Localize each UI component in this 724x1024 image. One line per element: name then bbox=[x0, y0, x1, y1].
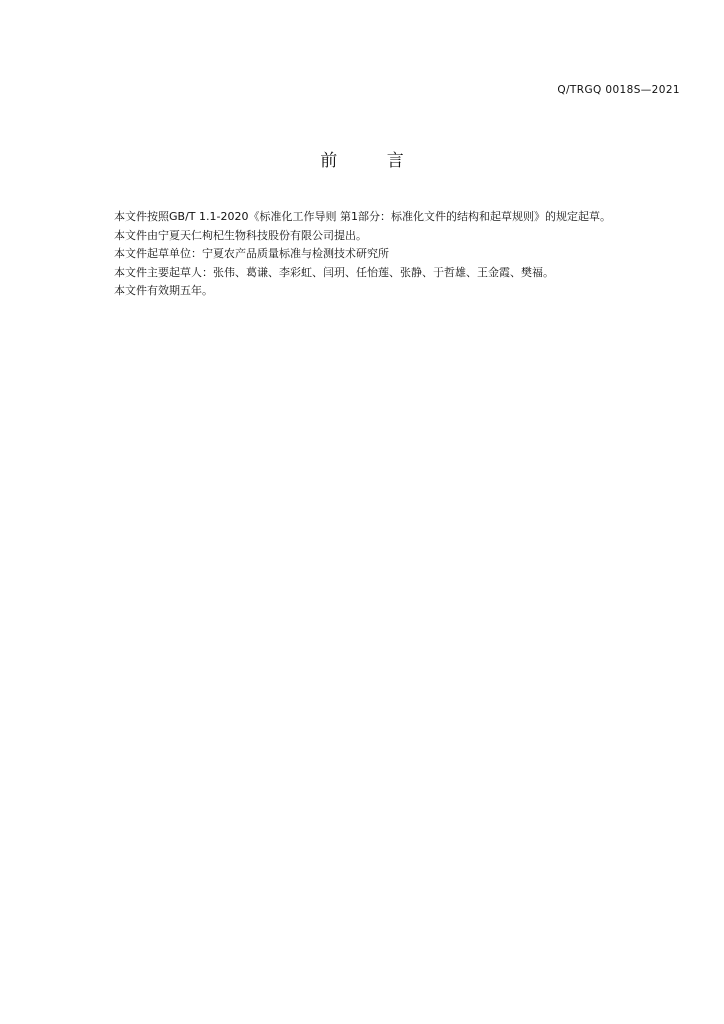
document-code: Q/TRGQ 0018S—2021 bbox=[557, 84, 680, 96]
paragraph-validity: 本文件有效期五年。 bbox=[114, 284, 213, 297]
section-title: 前 言 bbox=[320, 151, 426, 171]
paragraph-drafting-unit: 本文件起草单位：宁夏农产品质量标准与检测技术研究所 bbox=[114, 247, 389, 260]
paragraph-drafting-standard: 本文件按照GB/T 1.1-2020《标准化工作导则 第1部分：标准化文件的结构和起草规则》的规定起草。 bbox=[114, 210, 611, 223]
paragraph-drafters: 本文件主要起草人：张伟、葛谦、李彩虹、闫玥、任怡莲、张静、于哲雄、王金霞、樊福。 bbox=[114, 265, 554, 279]
foreword-body bbox=[86, 208, 658, 301]
paragraph-proposer: 本文件由宁夏天仁枸杞生物科技股份有限公司提出。 bbox=[114, 228, 367, 242]
